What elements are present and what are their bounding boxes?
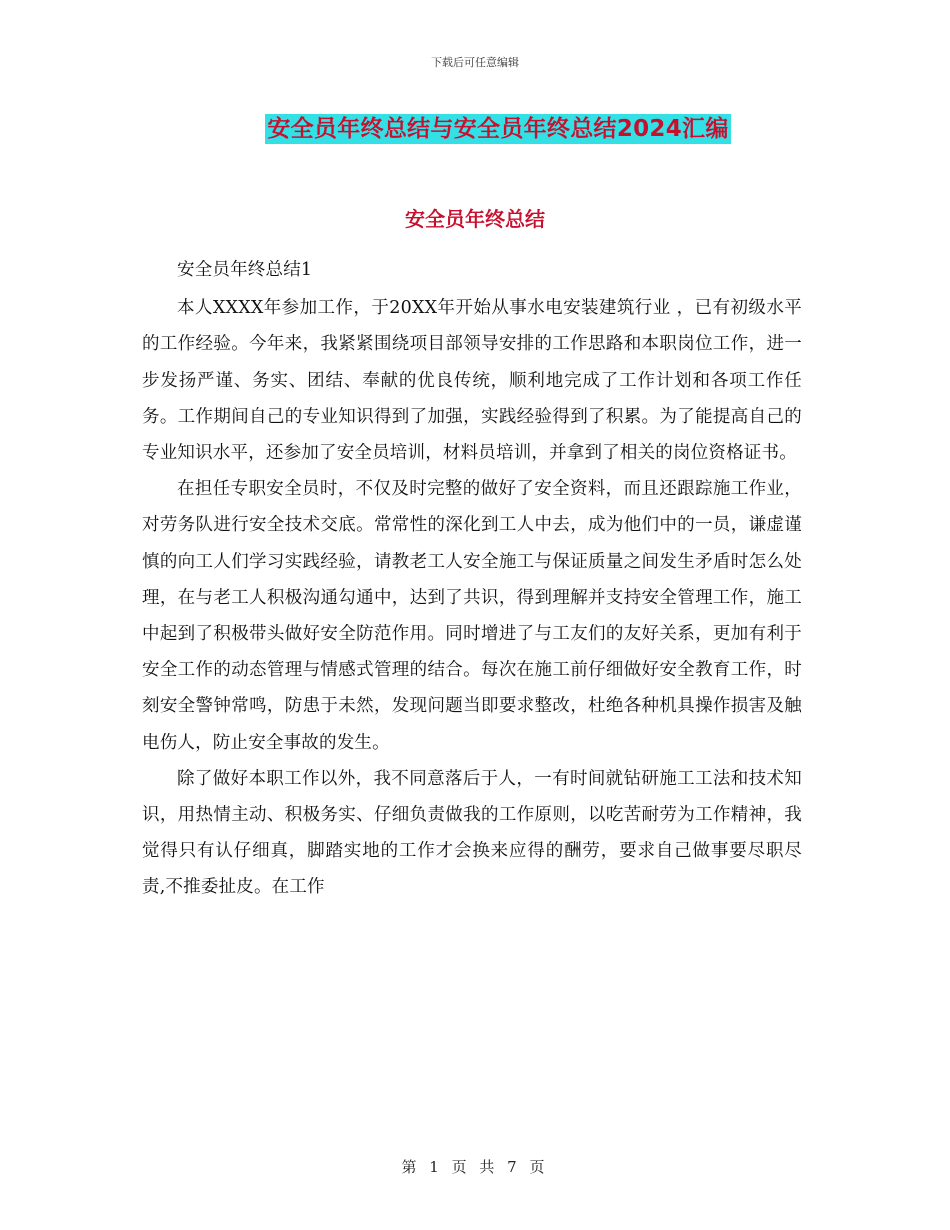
subheading: 安全员年终总结1 (177, 260, 313, 280)
main-title-container (0, 114, 950, 144)
paragraph-3: 除了做好本职工作以外，我不同意落后于人，一有时间就钻研施工工法和技术知识，用热情主动、积极务实、仔细负责做我的工作原则，以吃苦耐劳为工作精神，我觉得只有认仔细真，脚踏实地的工作才会换来应得的酬劳，要求自己做事要尽职尽责,不推委扯皮。在工作 (142, 768, 802, 898)
section-title: 安全员年终总结 (405, 207, 545, 231)
page-number-footer: 第 1 页 共 7 页 (401, 1158, 549, 1176)
body-text (142, 252, 802, 906)
paragraph-1: 本人XXXX年参加工作，于20XX年开始从事水电安装建筑行业 ，已有初级水平的工作经验。今年来，我紧紧围绕项目部领导安排的工作思路和本职岗位工作，进一步发扬严谨、务实、团结、奉献的优良传统，顺利地完成了工作计划和各项工作任务。工作期间自己的专业知识得到了加强，实践经验得到了积累。为了能提高自己的专业知识水平，还参加了安全员培训，材料员培训，并拿到了相关的岗位资格证书。 (142, 298, 802, 464)
header-note: 下载后可任意编辑 (431, 56, 519, 69)
main-title: 安全员年终总结与安全员年终总结2024汇编 (267, 116, 729, 142)
paragraph-2: 在担任专职安全员时，不仅及时完整的做好了安全资料，而且还跟踪施工作业，对劳务队进行安全技术交底。常常性的深化到工人中去，成为他们中的一员，谦虚谨慎的向工人们学习实践经验，请教老工人安全施工与保证质量之间发生矛盾时怎么处理，在与老工人积极沟通勾通中，达到了共识，得到理解并支持安全管理工作，施工中起到了积极带头做好安全防范作用。同时增进了与工友们的友好关系，更加有利于安全工作的动态管理与情感式管理的结合。每次在施工前仔细做好安全教育工作，时刻安全警钟常鸣，防患于未然，发现问题当即要求整改，杜绝各种机具操作损害及触电伤人，防止安全事故的发生。 (142, 479, 802, 753)
